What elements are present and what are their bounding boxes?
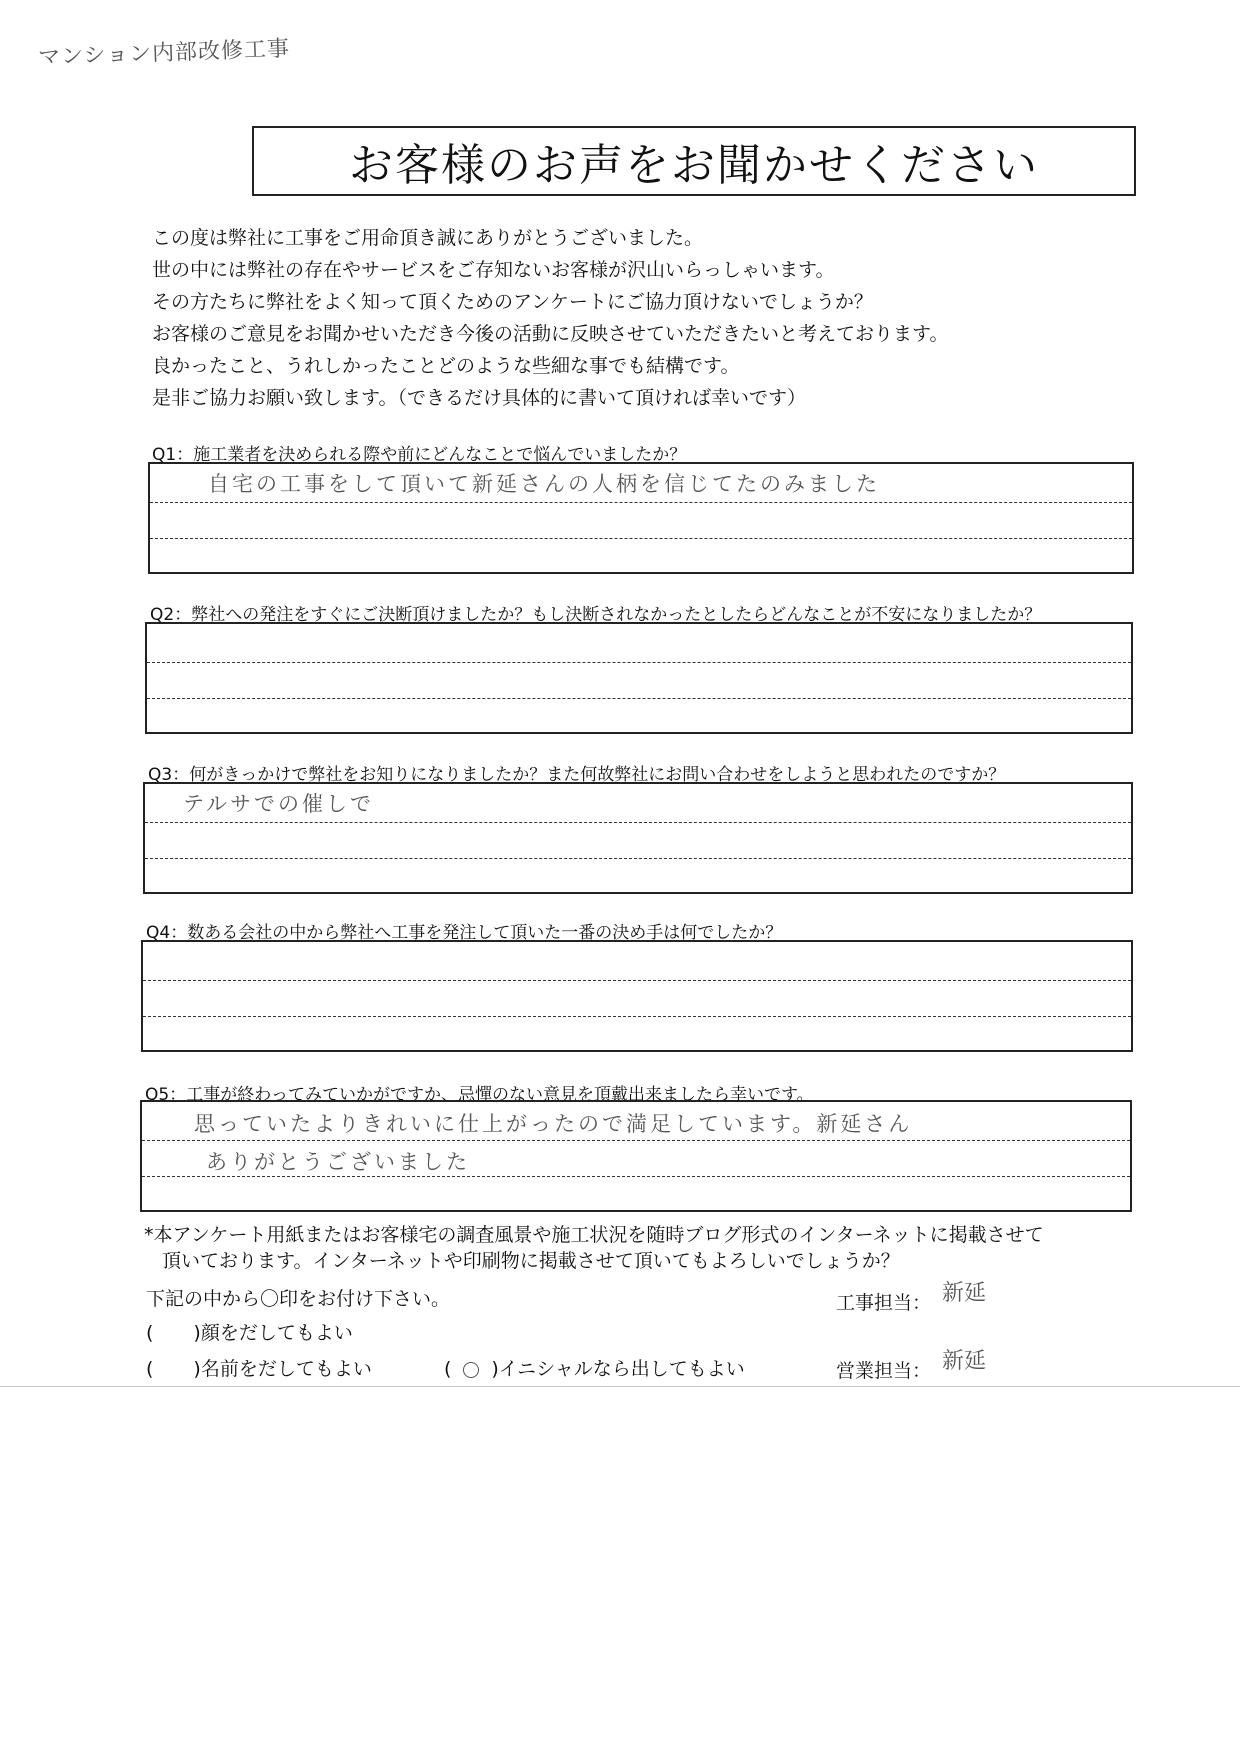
question-5-answer-line-2: ありがとうございました: [206, 1150, 470, 1174]
construction-staff-signature: 新延: [942, 1281, 987, 1306]
intro-paragraph: [152, 222, 948, 414]
question-5-answer-box[interactable]: [140, 1100, 1132, 1212]
page-title: お客様のお声をお聞かせください: [252, 126, 1136, 196]
open-paren: (: [146, 1322, 154, 1344]
question-3-label: Q3：何がきっかけで弊社をお知りになりましたか？また何故弊社にお問い合わせをしようと思われたのですか？: [148, 765, 1006, 785]
ruled-line: [143, 980, 1131, 981]
consent-instruction: 下記の中から〇印をお付け下さい。: [146, 1288, 451, 1310]
publication-note-line: *本アンケート用紙またはお客様宅の調査風景や施工状況を随時ブログ形式のインターネットに掲載させて: [144, 1224, 1044, 1246]
question-2-answer-box[interactable]: [145, 622, 1133, 734]
circle-mark-icon: [463, 1362, 479, 1378]
question-5-answer-line-1: 思っていたよりきれいに仕上がったので満足しています。新延さん: [194, 1112, 913, 1136]
ruled-line: [150, 538, 1132, 539]
open-paren: (: [146, 1358, 154, 1380]
question-3-answer-line-1: テルサでの催しで: [183, 792, 374, 816]
ruled-line: [145, 858, 1131, 859]
ruled-line: [150, 502, 1132, 503]
page-edge-divider: [0, 1386, 1240, 1387]
ruled-line: [147, 698, 1131, 699]
publication-note: [144, 1222, 1044, 1274]
sales-staff-label: 営業担当：: [836, 1360, 932, 1382]
question-5-label: Q5：工事が終わってみていかがですか、忌憚のない意見を頂戴出来ましたら幸いです。: [145, 1085, 814, 1105]
question-4-answer-box[interactable]: [141, 940, 1133, 1052]
consent-option-label: )イニシャルなら出してもよい: [491, 1358, 745, 1380]
consent-option-face[interactable]: [146, 1318, 353, 1345]
question-2-label: Q2：弊社への発注をすぐにご決断頂けましたか？もし決断されなかったとしたらどんなことが不安になりましたか？: [150, 605, 1042, 625]
ruled-line: [142, 1140, 1130, 1141]
intro-line: 世の中には弊社の存在やサービスをご存知ないお客様が沢山いらっしゃいます。: [152, 259, 835, 281]
question-1-answer-line-1: 自宅の工事をして頂いて新延さんの人柄を信じてたのみました: [208, 472, 880, 496]
question-4-label: Q4：数ある会社の中から弊社へ工事を発注して頂いた一番の決め手は何でしたか？: [146, 923, 783, 943]
publication-note-line: 頂いております。インターネットや印刷物に掲載させて頂いてもよろしいでしょうか？: [162, 1250, 900, 1272]
intro-line: その方たちに弊社をよく知って頂くためのアンケートにご協力頂けないでしょうか？: [152, 291, 873, 313]
question-1-label: Q1：施工業者を決められる際や前にどんなことで悩んでいましたか？: [152, 445, 687, 465]
project-note: マンション内部改修工事: [37, 36, 291, 71]
ruled-line: [143, 1016, 1131, 1017]
sales-staff-signature: 新延: [942, 1349, 987, 1374]
ruled-line: [147, 662, 1131, 663]
ruled-line: [142, 1176, 1130, 1177]
intro-line: 是非ご協力お願い致します。（できるだけ具体的に書いて頂ければ幸いです）: [152, 387, 806, 409]
ruled-line: [145, 822, 1131, 823]
option-mark-slot[interactable]: [451, 1358, 491, 1380]
consent-option-name[interactable]: [146, 1354, 372, 1381]
question-3-answer-box[interactable]: [143, 782, 1133, 894]
consent-option-initials[interactable]: [444, 1354, 745, 1381]
intro-line: 良かったこと、うれしかったことどのような些細な事でも結構です。: [152, 355, 740, 377]
intro-line: お客様のご意見をお聞かせいただき今後の活動に反映させていただきたいと考えております。: [152, 323, 949, 345]
consent-option-label: )名前をだしてもよい: [193, 1358, 372, 1380]
construction-staff-label: 工事担当：: [836, 1292, 932, 1314]
intro-line: この度は弊社に工事をご用命頂き誠にありがとうございました。: [152, 227, 704, 249]
open-paren: (: [444, 1358, 452, 1380]
question-1-answer-box[interactable]: [148, 462, 1134, 574]
consent-option-label: )顔をだしてもよい: [193, 1322, 353, 1344]
